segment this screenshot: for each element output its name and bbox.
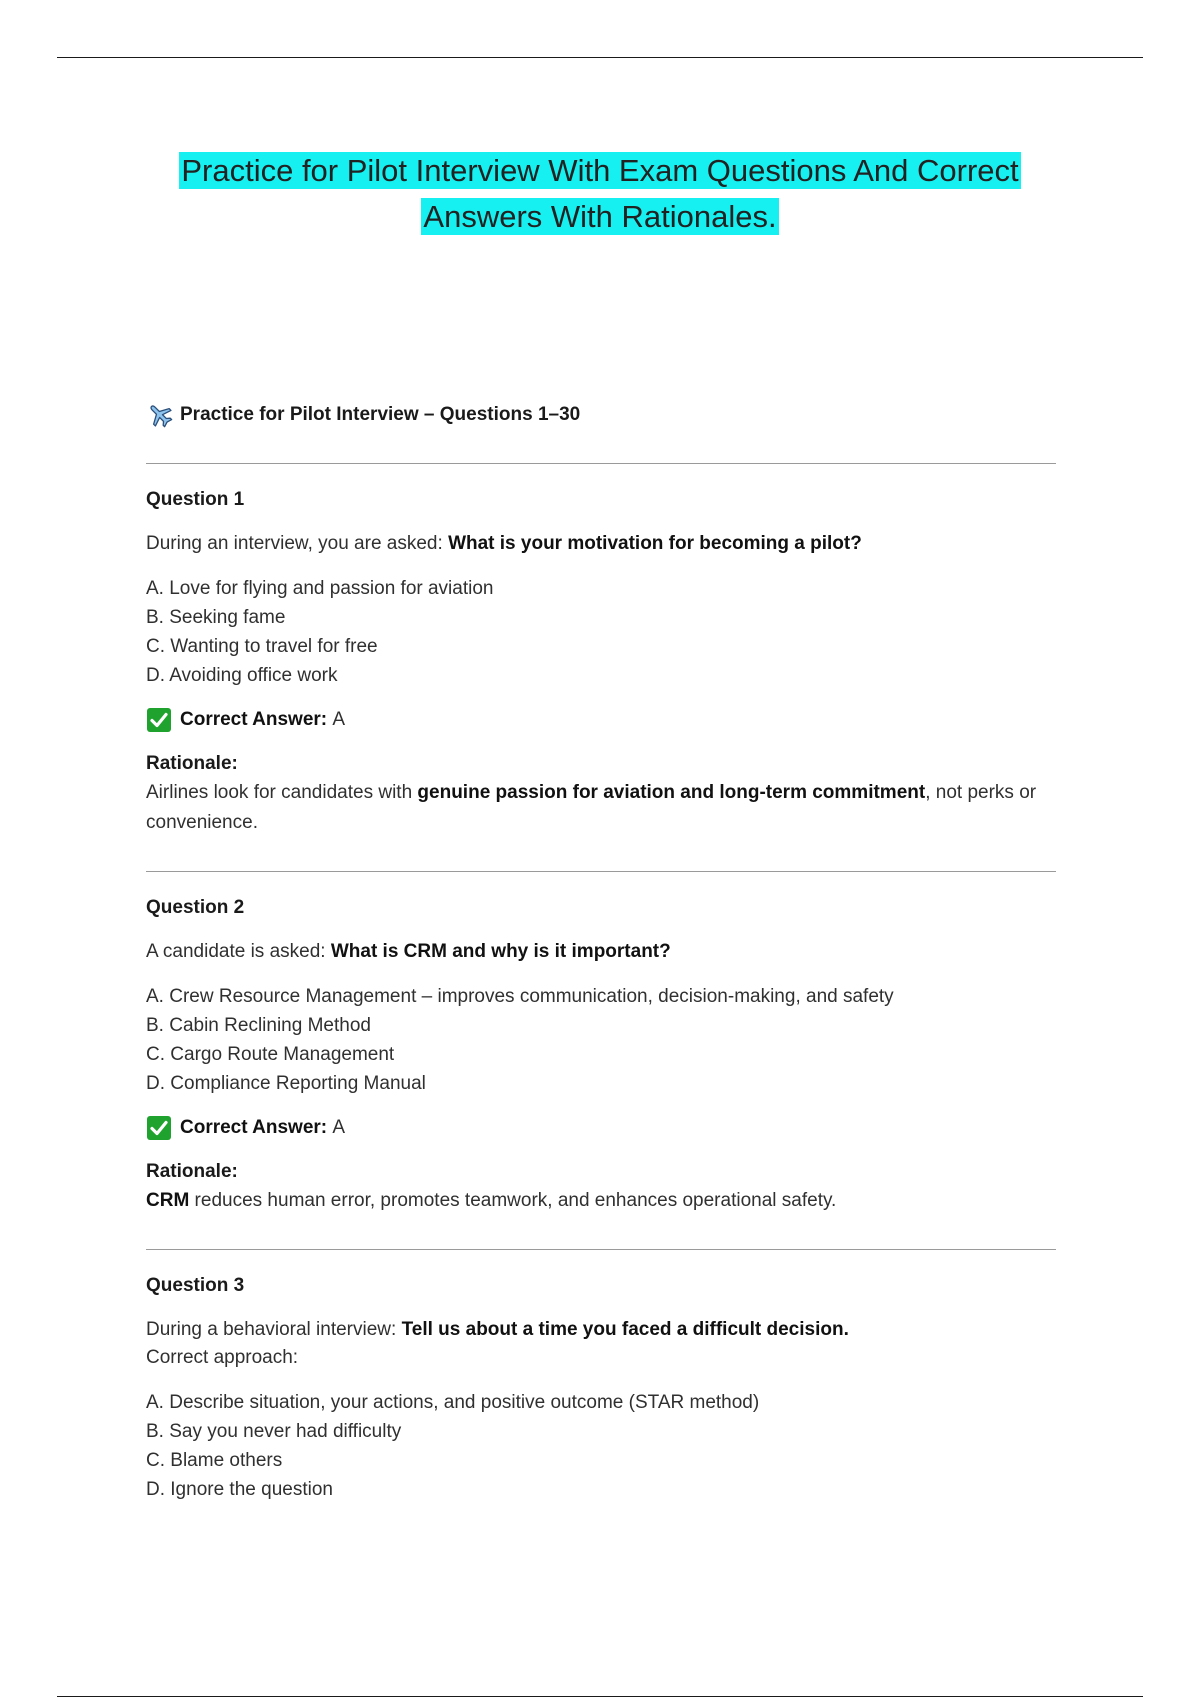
rationale-label: Rationale: xyxy=(146,753,238,774)
question-title: Question 2 xyxy=(146,897,245,918)
divider xyxy=(146,1249,1056,1250)
title-line-2: Answers With Rationales. xyxy=(423,199,777,234)
rationale-emphasis: genuine passion for aviation and long-term commitment xyxy=(417,782,926,803)
question-block xyxy=(146,1272,1056,1504)
divider xyxy=(146,463,1056,464)
question-block xyxy=(146,894,1056,1216)
rationale-text-part: reduces human error, promotes teamwork, and enhances operational safety. xyxy=(189,1190,837,1211)
document-title xyxy=(0,148,1200,240)
prompt-text: A candidate is asked: xyxy=(146,941,331,962)
section-heading xyxy=(146,398,1056,432)
prompt-text: During a behavioral interview: xyxy=(146,1319,402,1340)
answer-options xyxy=(146,1388,1056,1504)
option-item: D. Ignore the question xyxy=(146,1479,333,1500)
airplane-icon xyxy=(146,401,174,429)
rationale-text-part: Airlines look for candidates with xyxy=(146,782,418,803)
correct-answer-value: A xyxy=(332,709,346,730)
divider xyxy=(146,871,1056,872)
option-item: A. Love for flying and passion for aviation xyxy=(146,578,494,599)
page-bottom-rule xyxy=(57,1696,1143,1697)
document-body xyxy=(146,398,1056,1504)
rationale-label: Rationale: xyxy=(146,1161,238,1182)
rationale-text xyxy=(146,778,1056,838)
question-title: Question 3 xyxy=(146,1275,245,1296)
check-mark-icon xyxy=(146,707,172,733)
option-item: C. Wanting to travel for free xyxy=(146,636,378,657)
rationale-text xyxy=(146,1186,1056,1216)
rationale-emphasis: CRM xyxy=(146,1190,190,1211)
option-item: D. Avoiding office work xyxy=(146,665,338,686)
correct-answer-label: Correct Answer: xyxy=(180,1117,328,1138)
option-item: B. Cabin Reclining Method xyxy=(146,1015,371,1036)
correct-answer-label: Correct Answer: xyxy=(180,709,328,730)
rationale-text-part: , not perks or convenience. xyxy=(146,782,1037,833)
option-item: C. Blame others xyxy=(146,1450,283,1471)
check-mark-icon xyxy=(146,1115,172,1141)
question-prompt-line2: Correct approach: xyxy=(146,1347,299,1368)
option-item: B. Seeking fame xyxy=(146,607,286,628)
answer-options xyxy=(146,574,1056,690)
question-prompt xyxy=(146,530,1056,558)
question-prompt xyxy=(146,1316,1056,1344)
answer-options xyxy=(146,982,1056,1098)
section-heading-text: Practice for Pilot Interview – Questions 1–30 xyxy=(180,404,581,425)
option-item: A. Describe situation, your actions, and positive outcome (STAR method) xyxy=(146,1392,760,1413)
prompt-text: During an interview, you are asked: xyxy=(146,533,449,554)
option-item: C. Cargo Route Management xyxy=(146,1044,395,1065)
prompt-emphasis: Tell us about a time you faced a difficult decision. xyxy=(401,1319,849,1340)
prompt-emphasis: What is CRM and why is it important? xyxy=(330,941,671,962)
correct-answer xyxy=(146,706,1056,734)
option-item: B. Say you never had difficulty xyxy=(146,1421,402,1442)
prompt-emphasis: What is your motivation for becoming a pilot? xyxy=(448,533,862,554)
question-prompt xyxy=(146,938,1056,966)
title-line-1: Practice for Pilot Interview With Exam Questions And Correct xyxy=(181,153,1019,188)
page-top-rule xyxy=(57,57,1143,58)
correct-answer xyxy=(146,1114,1056,1142)
question-title: Question 1 xyxy=(146,489,245,510)
option-item: A. Crew Resource Management – improves communication, decision-making, and safety xyxy=(146,986,894,1007)
question-block xyxy=(146,486,1056,838)
correct-answer-value: A xyxy=(332,1117,346,1138)
option-item: D. Compliance Reporting Manual xyxy=(146,1073,426,1094)
